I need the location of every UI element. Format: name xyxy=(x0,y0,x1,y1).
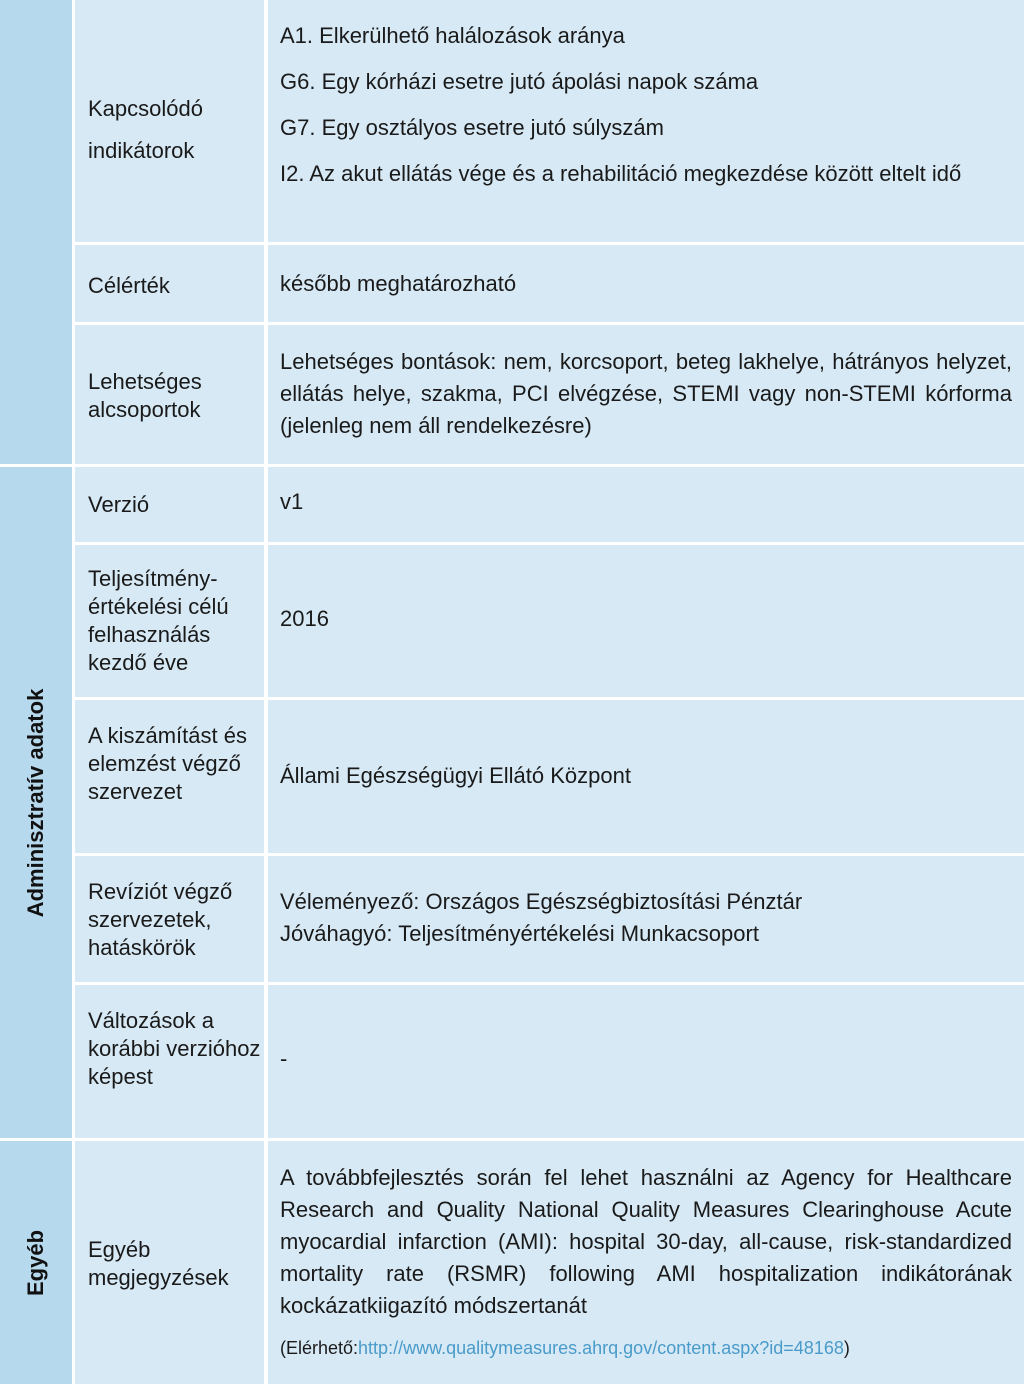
row-revizio-label-cell xyxy=(75,856,263,982)
row-celertek-label-cell xyxy=(75,245,263,322)
row-valtozasok-value-cell xyxy=(268,985,1024,1138)
row-revizio-value-cell xyxy=(268,856,1024,982)
row-valtozasok-label: Változások a korábbi verzióhoz képest xyxy=(88,1008,261,1089)
row-alcsoportok-label-cell xyxy=(75,325,263,464)
approver-line: Jóváhagyó: Teljesítményértékelési Munkacsoport xyxy=(280,921,759,946)
row-kapcsolodo-label: Kapcsolódó indikátorok xyxy=(88,96,203,163)
row-valtozasok-label-cell xyxy=(75,985,263,1138)
indicator-item: I2. Az akut ellátás vége és a rehabilitáció megkezdése között eltelt idő xyxy=(280,161,962,186)
section-admin xyxy=(0,467,72,1138)
row-verzio-label-cell xyxy=(75,467,263,542)
row-kezdo-ev-value-cell xyxy=(268,545,1024,697)
section-admin-label: Adminisztratív adatok xyxy=(23,688,48,917)
availability-suffix: ) xyxy=(843,1338,850,1358)
row-verzio-value-cell xyxy=(268,467,1024,542)
row-revizio-label: Revíziót végző szervezetek, hatáskörök xyxy=(88,879,233,960)
row-revizio-value xyxy=(280,886,1012,950)
row-egyeb-value-cell xyxy=(268,1141,1024,1384)
section-other xyxy=(0,1141,72,1384)
row-szervezet-value-cell xyxy=(268,700,1024,853)
row-szervezet-value: Állami Egészségügyi Ellátó Központ xyxy=(280,763,631,788)
row-celertek-label: Célérték xyxy=(88,273,170,298)
availability-note xyxy=(280,1336,1012,1360)
row-valtozasok-value: - xyxy=(280,1046,288,1071)
section-unnamed xyxy=(0,0,72,464)
row-kezdo-ev-value: 2016 xyxy=(280,606,329,631)
row-egyeb-value: A továbbfejlesztés során fel lehet használni az Agency for Healthcare Research and Quality National Quality Measures Clearinghouse Acute myocardial infarction (AMI): hospital 30-day, all-cause, risk-standardized mortality rate (RSMR) following AMI hospitalization indikátorának kockázatkiigazító módszertanát xyxy=(280,1165,1012,1318)
row-szervezet-label-cell xyxy=(75,700,263,853)
reviewer-line: Véleményező: Országos Egészségbiztosítási Pénztár xyxy=(280,889,803,914)
availability-prefix: (Elérhető: xyxy=(280,1338,359,1358)
row-celertek-value: később meghatározható xyxy=(280,271,517,296)
indicator-list xyxy=(280,20,1012,190)
row-alcsoportok-label: Lehetséges alcsoportok xyxy=(88,369,202,422)
row-egyeb-label-cell xyxy=(75,1141,263,1384)
row-kapcsolodo-value-cell xyxy=(268,0,1024,242)
row-verzio-label: Verzió xyxy=(88,492,150,517)
row-alcsoportok-value-cell xyxy=(268,325,1024,464)
section-other-label: Egyéb xyxy=(23,1229,48,1296)
row-verzio-value: v1 xyxy=(280,489,304,514)
source-link[interactable]: http://www.qualitymeasures.ahrq.gov/content.aspx?id=48168 xyxy=(358,1338,844,1358)
row-egyeb-label: Egyéb megjegyzések xyxy=(88,1237,229,1290)
row-kezdo-ev-label: Teljesítmény-értékelési célú felhasználás kezdő éve xyxy=(88,566,229,675)
row-szervezet-label: A kiszámítást és elemzést végző szervezet xyxy=(88,723,247,804)
row-kezdo-ev-label-cell xyxy=(75,545,263,697)
row-alcsoportok-value: Lehetséges bontások: nem, korcsoport, beteg lakhelye, hátrányos helyzet, ellátás helye, szakma, PCI elvégzése, STEMI vagy non-STEMI kórforma (jelenleg nem áll rendelkezésre) xyxy=(280,349,1012,438)
indicator-item: G6. Egy kórházi esetre jutó ápolási napok száma xyxy=(280,69,759,94)
row-celertek-value-cell xyxy=(268,245,1024,322)
indicator-item: A1. Elkerülhető halálozások aránya xyxy=(280,23,625,48)
indicator-item: G7. Egy osztályos esetre jutó súlyszám xyxy=(280,115,664,140)
row-kapcsolodo-label-cell xyxy=(75,0,263,242)
